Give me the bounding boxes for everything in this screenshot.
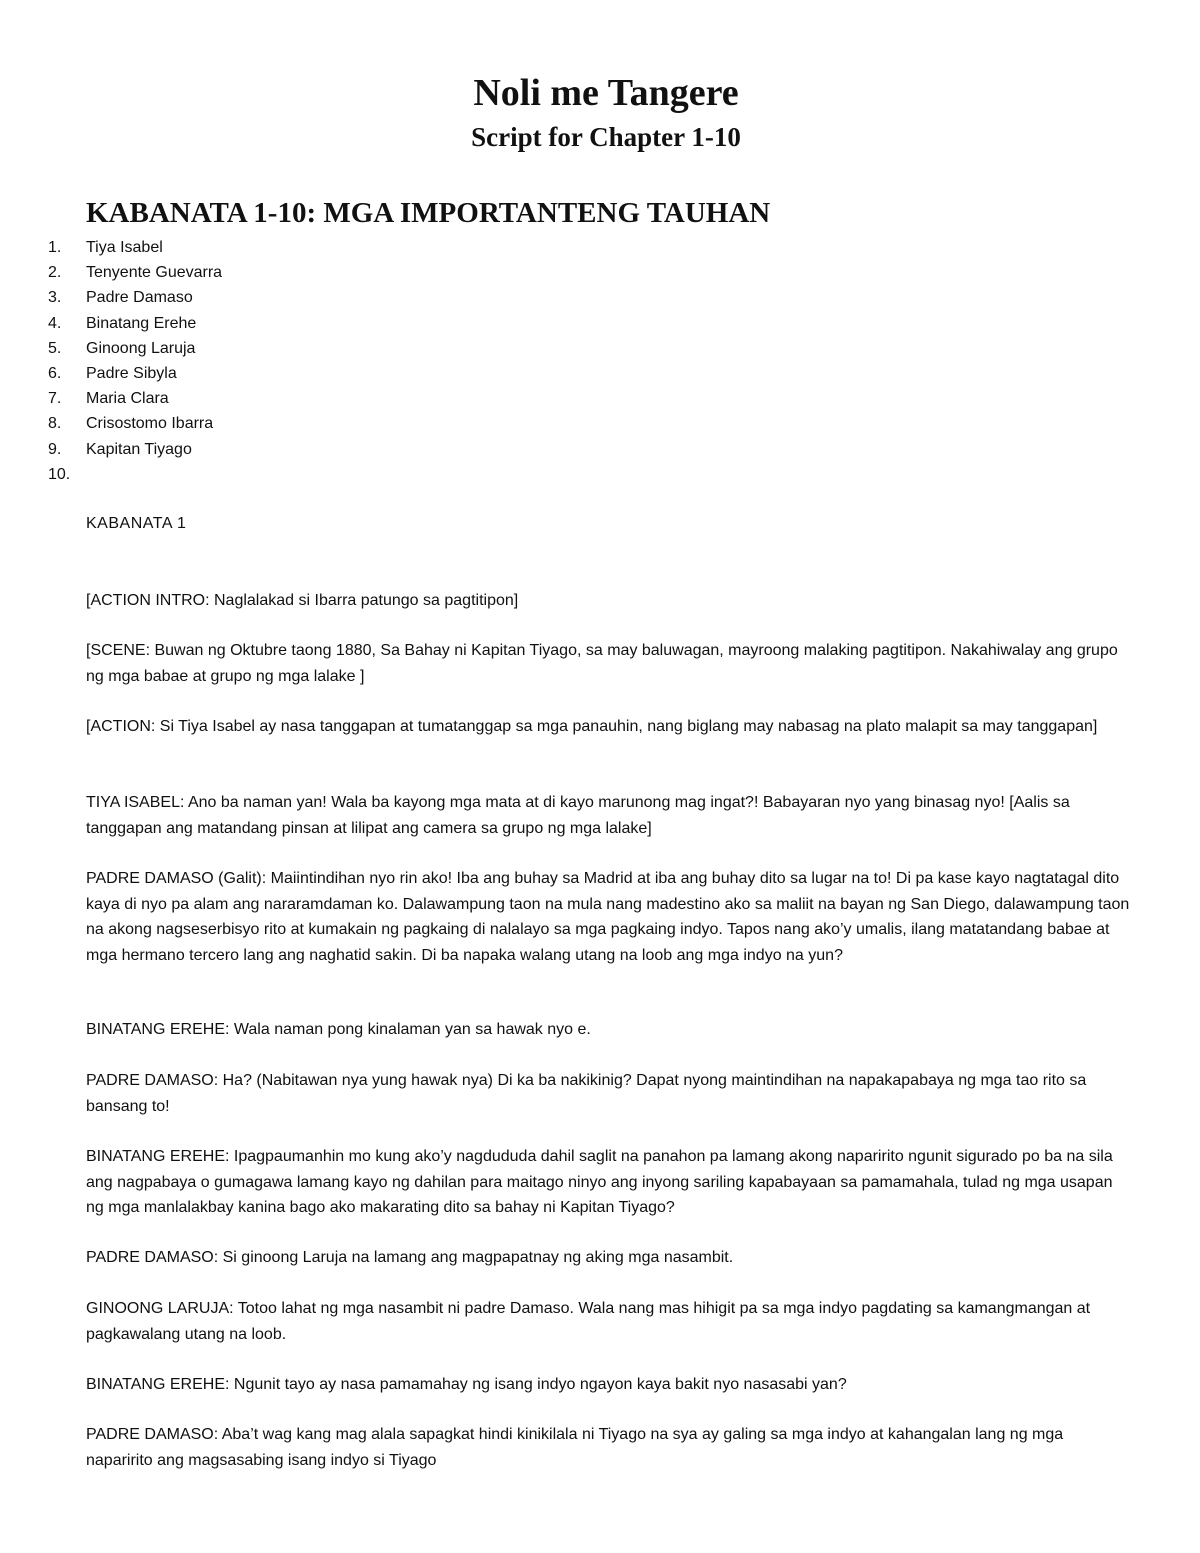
list-item xyxy=(48,462,222,487)
list-item xyxy=(48,361,222,386)
script-paragraph xyxy=(86,1372,1131,1398)
list-number: 10. xyxy=(48,465,71,483)
list-number: 2. xyxy=(48,264,62,282)
list-number: 9. xyxy=(48,440,62,458)
list-item xyxy=(48,386,222,411)
paragraph-text: Wala naman pong kinalaman yan sa hawak nyo e. xyxy=(229,1021,591,1038)
paragraph-text: Ha? (Nabitawan nya yung hawak nya) Di ka ba nakikinig? Dapat nyong maintindihan na napakapabaya ng mga tao rito sa bansang to! xyxy=(86,1072,1087,1115)
document-subtitle: Script for Chapter 1-10 xyxy=(471,122,741,152)
list-item xyxy=(48,285,222,310)
script-paragraph xyxy=(86,1245,1131,1271)
paragraph-text: Aba’t wag kang mag alala sapagkat hindi kinikilala ni Tiyago na sya ay galing sa mga indyo at kahangalan lang ng mga naparirito ang magsasabing isang indyo si Tiyago xyxy=(86,1426,1064,1469)
script-paragraph xyxy=(86,1017,1131,1043)
script-paragraph xyxy=(86,588,1131,614)
script-paragraph xyxy=(86,714,1131,740)
list-item xyxy=(48,411,222,436)
speaker-label: BINATANG EREHE: xyxy=(86,1148,230,1165)
speaker-label: PADRE DAMASO: xyxy=(86,1072,219,1089)
character-name: Crisostomo Ibarra xyxy=(86,415,214,433)
list-item xyxy=(48,311,222,336)
character-name: Ginoong Laruja xyxy=(86,339,196,357)
list-number: 7. xyxy=(48,390,62,408)
paragraph-text: Ipagpaumanhin mo kung ako’y nagdududa dahil saglit na panahon pa lamang akong naparirito ngunit sigurado po ba na sila ang nagpabaya o gumagawa lamang kayo ng dahilan para maitago ninyo ang inyong sariling kapabayaan sa pamamahala, tulad ng mga usapan ng mga manlalakbay kanina bago ako makarating dito sa bahay ni Kapitan Tiyago? xyxy=(86,1148,1113,1216)
speaker-label: PADRE DAMASO: xyxy=(86,1426,219,1443)
paragraph-text: [ACTION: Si Tiya Isabel ay nasa tanggapan at tumatanggap sa mga panauhin, nang biglang may nabasag na plato malapit sa may tanggapan] xyxy=(86,718,1098,735)
list-number: 5. xyxy=(48,339,62,357)
list-number: 8. xyxy=(48,415,62,433)
paragraph-text: Ngunit tayo ay nasa pamamahay ng isang indyo ngayon kaya bakit nyo nasasabi yan? xyxy=(229,1376,847,1393)
speaker-label: BINATANG EREHE: xyxy=(86,1021,230,1038)
speaker-label: GINOONG LARUJA: xyxy=(86,1300,234,1317)
character-name: Binatang Erehe xyxy=(86,314,197,332)
speaker-label: TIYA ISABEL: xyxy=(86,794,185,811)
speaker-label: PADRE DAMASO (Galit): xyxy=(86,870,267,887)
paragraph-text: Ano ba naman yan! Wala ba kayong mga mata at di kayo marunong mag ingat?! Babayaran nyo yang binasag nyo! [Aalis sa tanggapan ang matandang pinsan at lilipat ang camera sa grupo ng mga lalake] xyxy=(86,794,1070,837)
script-paragraph xyxy=(86,1296,1131,1347)
characters-list xyxy=(48,235,222,487)
character-name: Tiya Isabel xyxy=(86,239,163,256)
character-name: Padre Sibyla xyxy=(86,364,177,382)
script-paragraph xyxy=(86,638,1131,689)
speaker-label: PADRE DAMASO: xyxy=(86,1249,219,1266)
script-paragraph xyxy=(86,866,1131,968)
paragraph-text: Si ginoong Laruja na lamang ang magpapatnay ng aking mga nasambit. xyxy=(218,1249,734,1266)
script-paragraph xyxy=(86,790,1131,841)
paragraph-text: Totoo lahat ng mga nasambit ni padre Damaso. Wala nang mas hihigit pa sa mga indyo pagdating sa kamangmangan at pagkawalang utang na loob. xyxy=(86,1300,1091,1343)
speaker-label: BINATANG EREHE: xyxy=(86,1376,230,1393)
character-name: Tenyente Guevarra xyxy=(86,264,223,282)
paragraph-text: Maiintindihan nyo rin ako! Iba ang buhay sa Madrid at iba ang buhay dito sa lugar na to! Di pa kase kayo nagtatagal dito kaya di nyo pa alam ang nararamdaman ko. Dalawampung taon na mula nang madestino ako sa maliit na bayan ng San Diego, dalawampung taon na akong nagseserbisyo rito at kumakain ng pagkaing di nalalayo sa mga pagkaing indyo. Tapos nang ako’y umalis, ilang matatandang babae at mga hermano tercero lang ang naghatid sakin. Di ba napaka walang utang na loob ang mga indyo na yun? xyxy=(86,870,1130,964)
characters-heading: KABANATA 1-10: MGA IMPORTANTENG TAUHAN xyxy=(86,197,771,229)
character-name: Maria Clara xyxy=(86,390,169,408)
script-paragraph xyxy=(86,1422,1131,1473)
character-name: Padre Damaso xyxy=(86,289,193,307)
list-number: 1. xyxy=(48,239,62,256)
list-number: 4. xyxy=(48,314,62,332)
list-item xyxy=(48,437,222,462)
list-item xyxy=(48,260,222,285)
chapter-label: KABANATA 1 xyxy=(86,515,187,532)
list-number: 3. xyxy=(48,289,62,307)
list-item xyxy=(48,336,222,361)
paragraph-text: [ACTION INTRO: Naglalakad si Ibarra patungo sa pagtitipon] xyxy=(86,592,519,609)
script-paragraph xyxy=(86,1144,1131,1221)
paragraph-text: [SCENE: Buwan ng Oktubre taong 1880, Sa Bahay ni Kapitan Tiyago, sa may baluwagan, mayroong malaking pagtitipon. Nakahiwalay ang grupo ng mga babae at grupo ng mga lalake ] xyxy=(86,642,1118,685)
document-title: Noli me Tangere xyxy=(473,72,739,114)
script-paragraph xyxy=(86,1068,1131,1119)
list-number: 6. xyxy=(48,364,62,382)
list-item xyxy=(48,235,222,260)
character-name: Kapitan Tiyago xyxy=(86,440,192,458)
